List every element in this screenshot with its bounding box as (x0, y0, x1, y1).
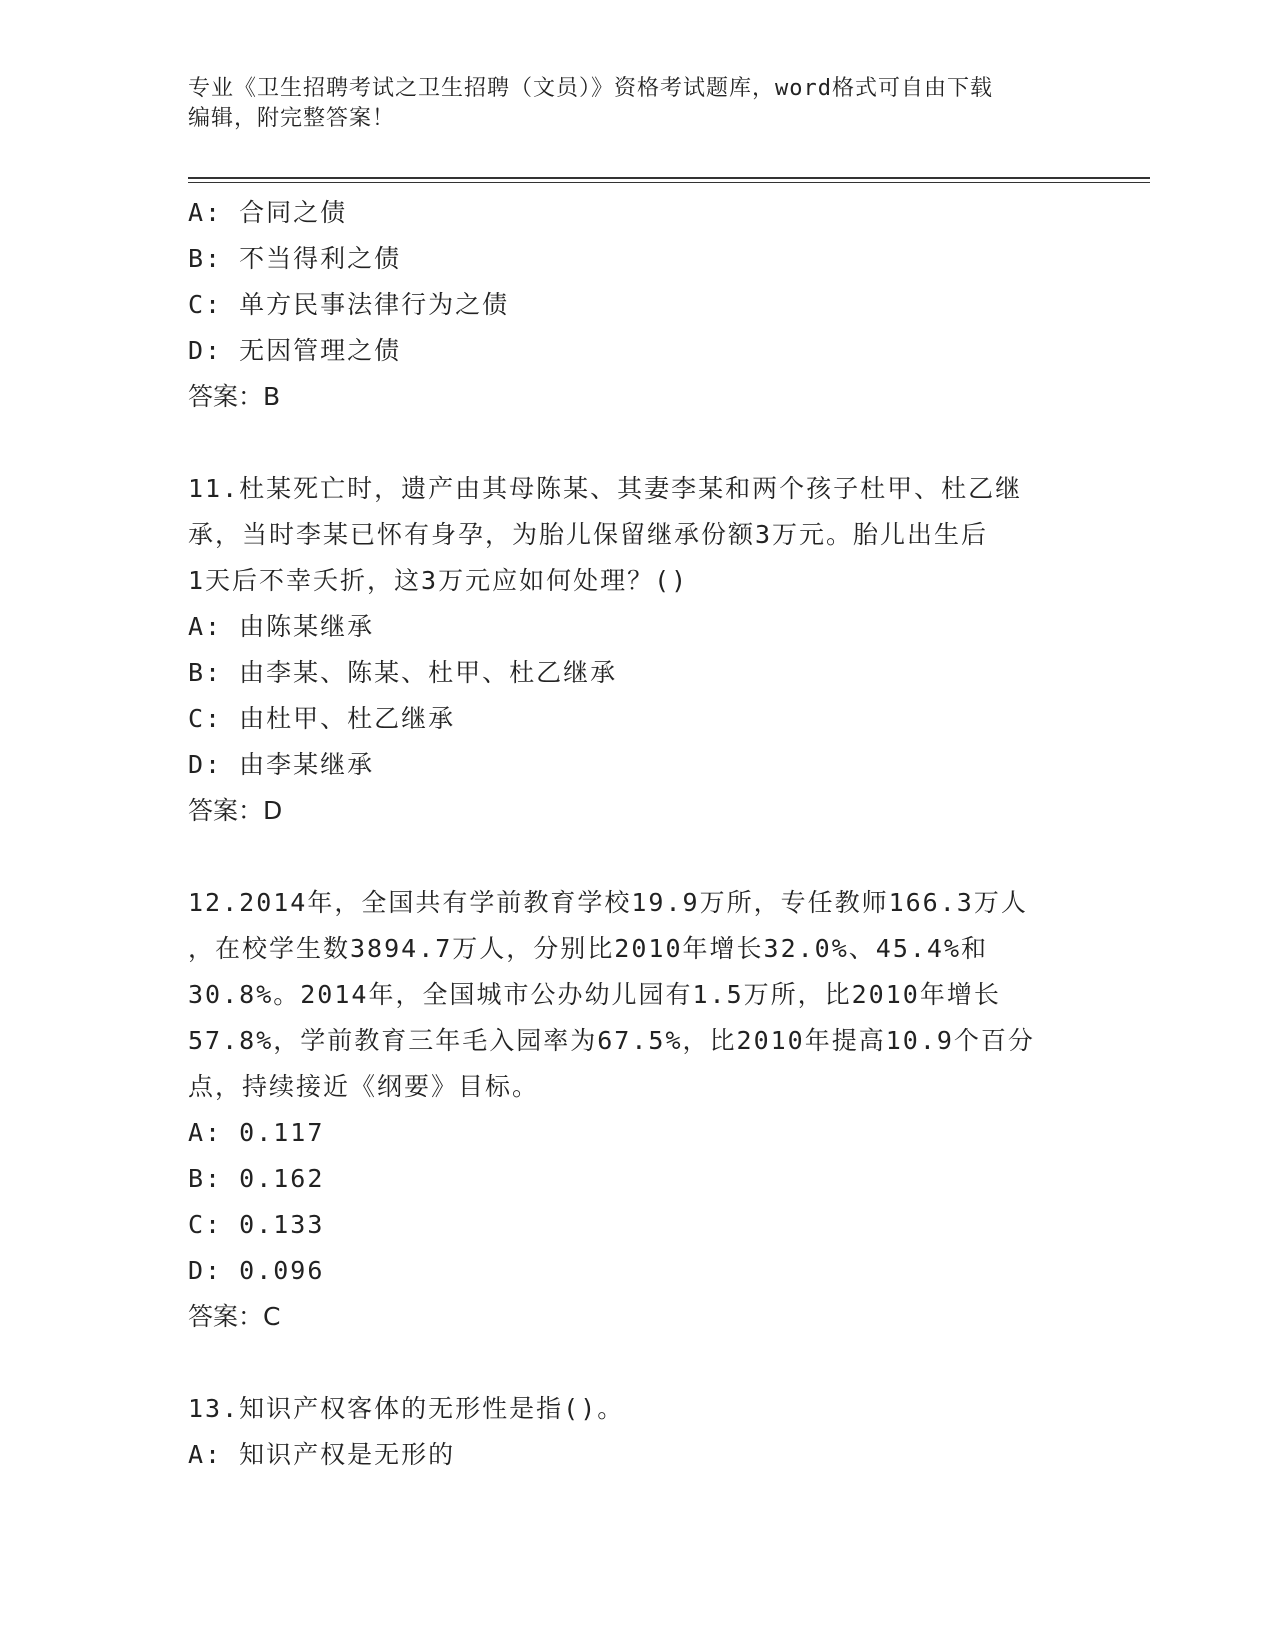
header-line-2: 编辑，附完整答案！ (188, 106, 396, 131)
question-10-block (188, 190, 1088, 420)
option-a: A: 由陈某继承 (188, 612, 375, 641)
option-d: D: 无因管理之债 (188, 336, 402, 365)
question-13-block (188, 1386, 1088, 1478)
question-12-block (188, 880, 1088, 1340)
option-b: B: 0.162 (188, 1164, 325, 1193)
option-b: B: 不当得利之债 (188, 244, 402, 273)
option-c: C: 由杜甲、杜乙继承 (188, 704, 456, 733)
spacer (188, 834, 1088, 880)
question-stem-line: 承，当时李某已怀有身孕，为胎儿保留继承份额3万元。胎儿出生后 (188, 520, 989, 549)
option-c: C: 0.133 (188, 1210, 325, 1239)
question-content (188, 190, 1088, 1478)
option-a: A: 知识产权是无形的 (188, 1440, 456, 1469)
option-b: B: 由李某、陈某、杜甲、杜乙继承 (188, 658, 618, 687)
question-stem-line: 30.8%。2014年，全国城市公办幼儿园有1.5万所，比2010年增长 (188, 980, 1001, 1009)
question-stem-line: 11.杜某死亡时，遗产由其母陈某、其妻李某和两个孩子杜甲、杜乙继 (188, 474, 1023, 503)
question-stem-line: 12.2014年，全国共有学前教育学校19.9万所，专任教师166.3万人 (188, 888, 1028, 917)
document-header (188, 74, 1068, 134)
option-a: A: 合同之债 (188, 198, 348, 227)
spacer (188, 420, 1088, 466)
header-divider-thick (188, 177, 1150, 179)
option-a: A: 0.117 (188, 1118, 325, 1147)
question-stem-line: ，在校学生数3894.7万人，分别比2010年增长32.0%、45.4%和 (188, 934, 989, 963)
question-stem-line: 1天后不幸夭折，这3万元应如何处理？() (188, 566, 689, 595)
question-11-block (188, 466, 1088, 834)
answer-line: 答案：C (188, 1302, 281, 1331)
option-d: D: 0.096 (188, 1256, 325, 1285)
spacer (188, 1340, 1088, 1386)
option-c: C: 单方民事法律行为之债 (188, 290, 510, 319)
header-divider-thin (188, 182, 1150, 183)
option-d: D: 由李某继承 (188, 750, 375, 779)
question-stem-line: 13.知识产权客体的无形性是指()。 (188, 1394, 625, 1423)
question-stem-line: 点，持续接近《纲要》目标。 (188, 1072, 540, 1101)
answer-line: 答案：D (188, 796, 283, 825)
question-stem-line: 57.8%，学前教育三年毛入园率为67.5%，比2010年提高10.9个百分 (188, 1026, 1035, 1055)
answer-line: 答案：B (188, 382, 281, 411)
header-line-1: 专业《卫生招聘考试之卫生招聘（文员）》资格考试题库，word格式可自由下载 (188, 76, 993, 101)
